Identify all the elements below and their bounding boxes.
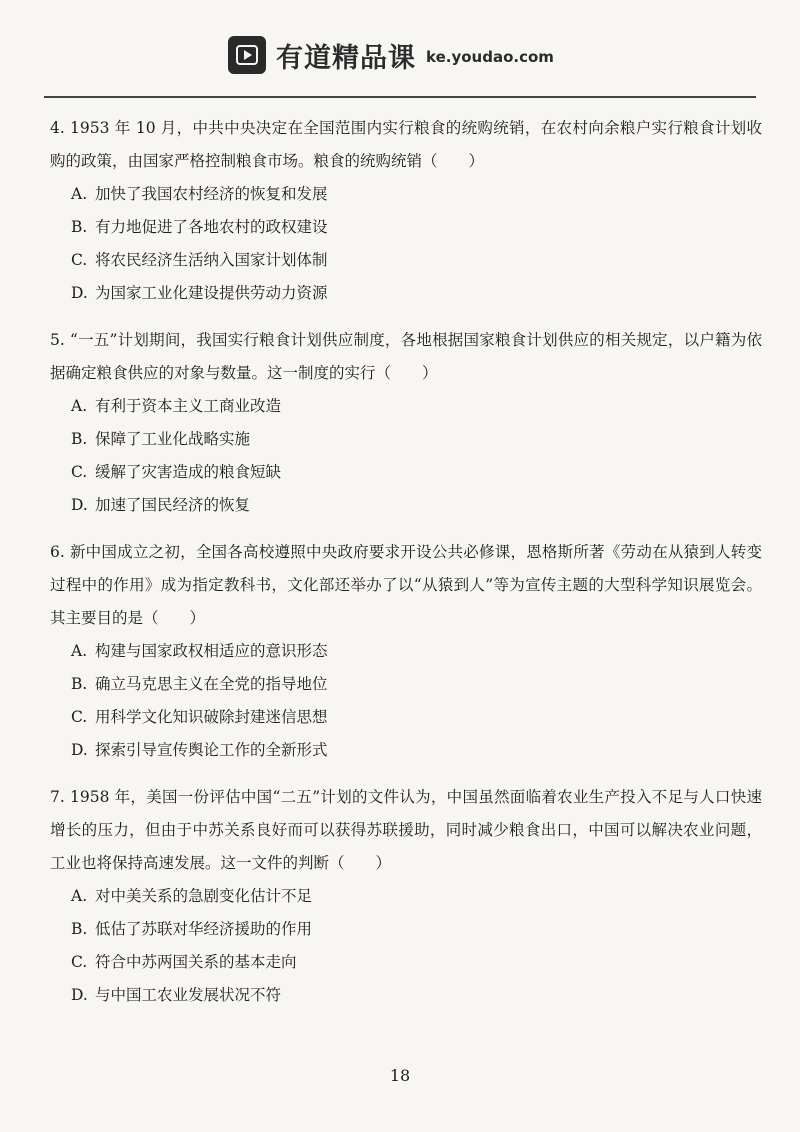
question-4 [50, 112, 762, 310]
option-b: B. 保障了工业化战略实施 [71, 430, 251, 448]
option-d: D. 加速了国民经济的恢复 [71, 496, 251, 514]
question-stem: 7. 1958 年，美国一份评估中国“二五”计划的文件认为，中国虽然面临着农业生产投入不足与人口快速增长的压力，但由于中苏关系良好而可以获得苏联援助，同时减少粮食出口，中国可以解决农业问题，工业也将保持高速发展。这一文件的判断（ ） [50, 788, 762, 872]
brand-name: 有道精品课 [276, 42, 416, 74]
option-c: C. 符合中苏两国关系的基本走向 [71, 953, 297, 971]
option-b: B. 有力地促进了各地农村的政权建设 [71, 218, 328, 236]
option-d: D. 为国家工业化建设提供劳动力资源 [71, 284, 328, 302]
option-c: C. 将农民经济生活纳入国家计划体制 [71, 251, 328, 269]
question-list [50, 112, 762, 1026]
option-c: C. 用科学文化知识破除封建迷信思想 [71, 708, 328, 726]
option-d: D. 与中国工农业发展状况不符 [71, 986, 282, 1004]
question-stem: 4. 1953 年 10 月，中共中央决定在全国范围内实行粮食的统购统销，在农村向余粮户实行粮食计划收购的政策，由国家严格控制粮食市场。粮食的统购统销（ ） [50, 119, 762, 170]
option-a: A. 构建与国家政权相适应的意识形态 [71, 642, 328, 660]
question-stem: 5. “一五”计划期间，我国实行粮食计划供应制度，各地根据国家粮食计划供应的相关规定，以户籍为依据确定粮食供应的对象与数量。这一制度的实行（ ） [50, 331, 762, 382]
header-divider [44, 96, 756, 98]
brand-domain: ke.youdao.com [426, 48, 554, 66]
option-b: B. 确立马克思主义在全党的指导地位 [71, 675, 328, 693]
option-a: A. 有利于资本主义工商业改造 [71, 397, 282, 415]
question-7 [50, 781, 762, 1012]
question-stem: 6. 新中国成立之初，全国各高校遵照中央政府要求开设公共必修课，恩格斯所著《劳动在从猿到人转变过程中的作用》成为指定教科书，文化部还举办了以“从猿到人”等为宣传主题的大型科学知识展览会。其主要目的是（ ） [50, 543, 762, 627]
option-c: C. 缓解了灾害造成的粮食短缺 [71, 463, 282, 481]
option-a: A. 对中美关系的急剧变化估计不足 [71, 887, 313, 905]
youdao-logo [228, 36, 266, 74]
option-a: A. 加快了我国农村经济的恢复和发展 [71, 185, 328, 203]
question-5 [50, 324, 762, 522]
option-d: D. 探索引导宣传舆论工作的全新形式 [71, 741, 328, 759]
option-b: B. 低估了苏联对华经济援助的作用 [71, 920, 313, 938]
page-header [228, 30, 554, 80]
page-number: 18 [389, 1066, 411, 1085]
question-6 [50, 536, 762, 767]
play-icon [234, 42, 260, 68]
